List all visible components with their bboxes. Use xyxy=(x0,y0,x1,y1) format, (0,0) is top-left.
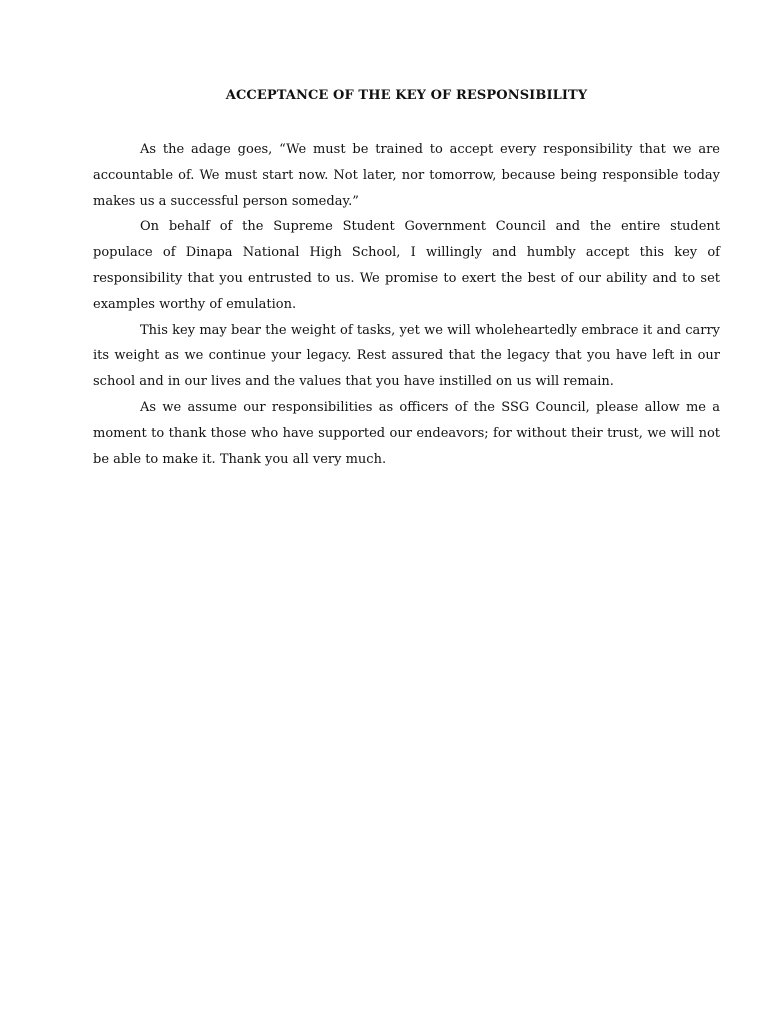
document-title: ACCEPTANCE OF THE KEY OF RESPONSIBILITY xyxy=(225,88,588,103)
paragraph-thanks: As we assume our responsibilities as officers of the SSG Council, please allow me a moment to thank those who have supported our endeavors; for without their trust, we will not be able to make it. Thank you all very much. xyxy=(93,399,720,467)
paragraph-adage: As the adage goes, “We must be trained to accept every responsibility that we are accountable of. We must start now. Not later, nor tomorrow, because being responsible today makes us a successful person someday.” xyxy=(93,142,720,209)
document-body xyxy=(93,137,720,472)
document-content xyxy=(93,86,720,472)
paragraph-acceptance: On behalf of the Supreme Student Government Council and the entire student populace of Dinapa National High School, I willingly and humbly accept this key of responsibility that you entrusted to us. We promise to exert the best of our ability and to set examples worthy of emulation. xyxy=(93,219,720,312)
paragraph-legacy: This key may bear the weight of tasks, yet we will wholeheartedly embrace it and carry its weight as we continue your legacy. Rest assured that the legacy that you have left in our school and in our lives and the values that you have instilled on us will remain. xyxy=(93,322,720,390)
